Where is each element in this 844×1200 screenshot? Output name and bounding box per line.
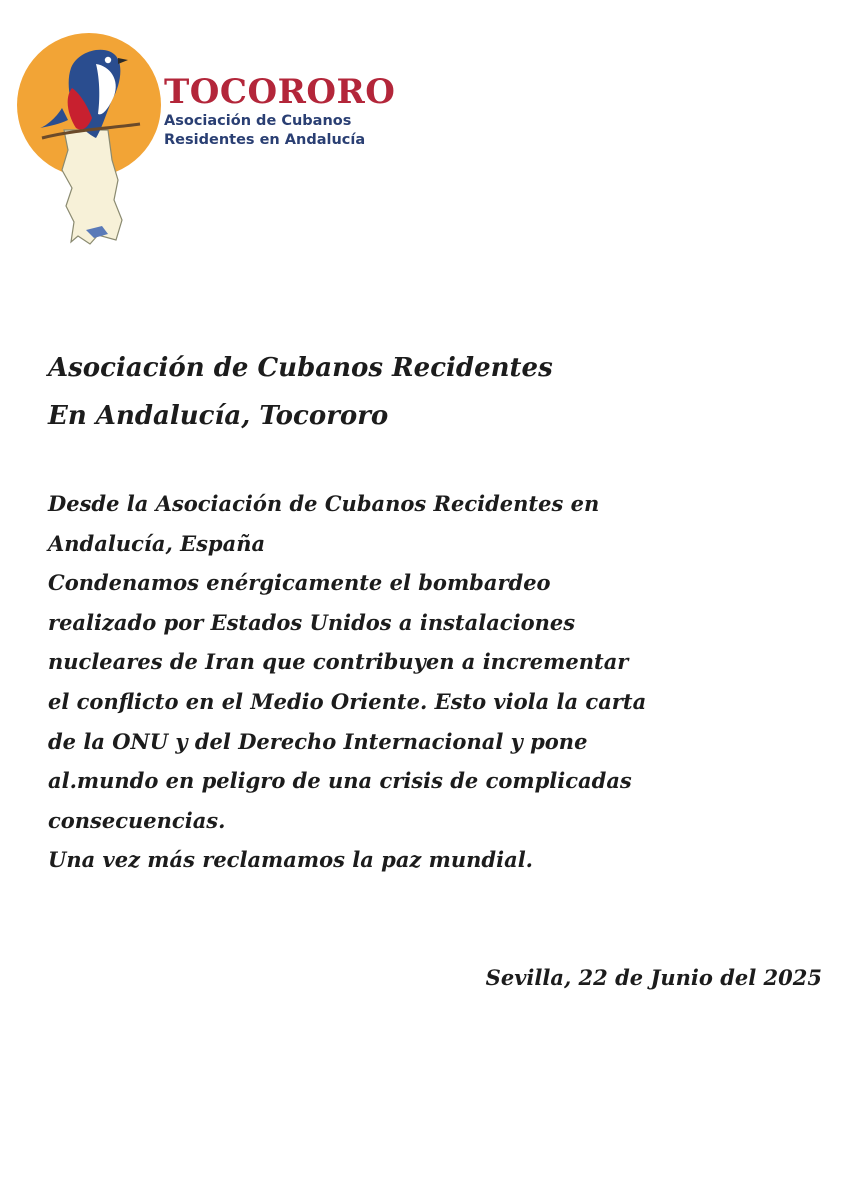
statement-line: Andalucía, España — [48, 530, 266, 556]
logo-subtitle-line1: Asociación de Cubanos — [164, 113, 352, 129]
heading-line: Asociación de Cubanos Recidentes — [48, 353, 553, 383]
statement-line: al.mundo en peligro de una crisis de complicadas — [48, 768, 632, 794]
statement-line: Una vez más reclamamos la paz mundial. — [48, 847, 533, 873]
statement-line: de la ONU y del Derecho Internacional y pone — [48, 728, 588, 754]
statement-line: Desde la Asociación de Cubanos Recidentes en — [48, 491, 600, 516]
statement-line: nucleares de Iran que contribuyen a incrementar — [48, 649, 629, 675]
statement-body — [48, 484, 808, 880]
statement-line: el conflicto en el Medio Oriente. Esto viola la carta — [48, 688, 647, 714]
tocororo-bird-icon — [16, 30, 166, 250]
organization-logo — [16, 30, 416, 250]
logo-title: TOCORORO — [164, 72, 396, 112]
heading-line: En Andalucía, Tocororo — [48, 401, 389, 431]
statement-line: consecuencias. — [48, 807, 226, 833]
logo-subtitle-line2: Residentes en Andalucía — [164, 132, 366, 148]
statement-line: Condenamos enérgicamente el bombardeo — [48, 570, 551, 596]
bird-eye — [105, 57, 111, 63]
signature-place-date: Sevilla, 22 de Junio del 2025 — [485, 965, 822, 990]
statement-line: realizado por Estados Unidos a instalaciones — [48, 609, 576, 635]
document-heading — [48, 344, 788, 440]
